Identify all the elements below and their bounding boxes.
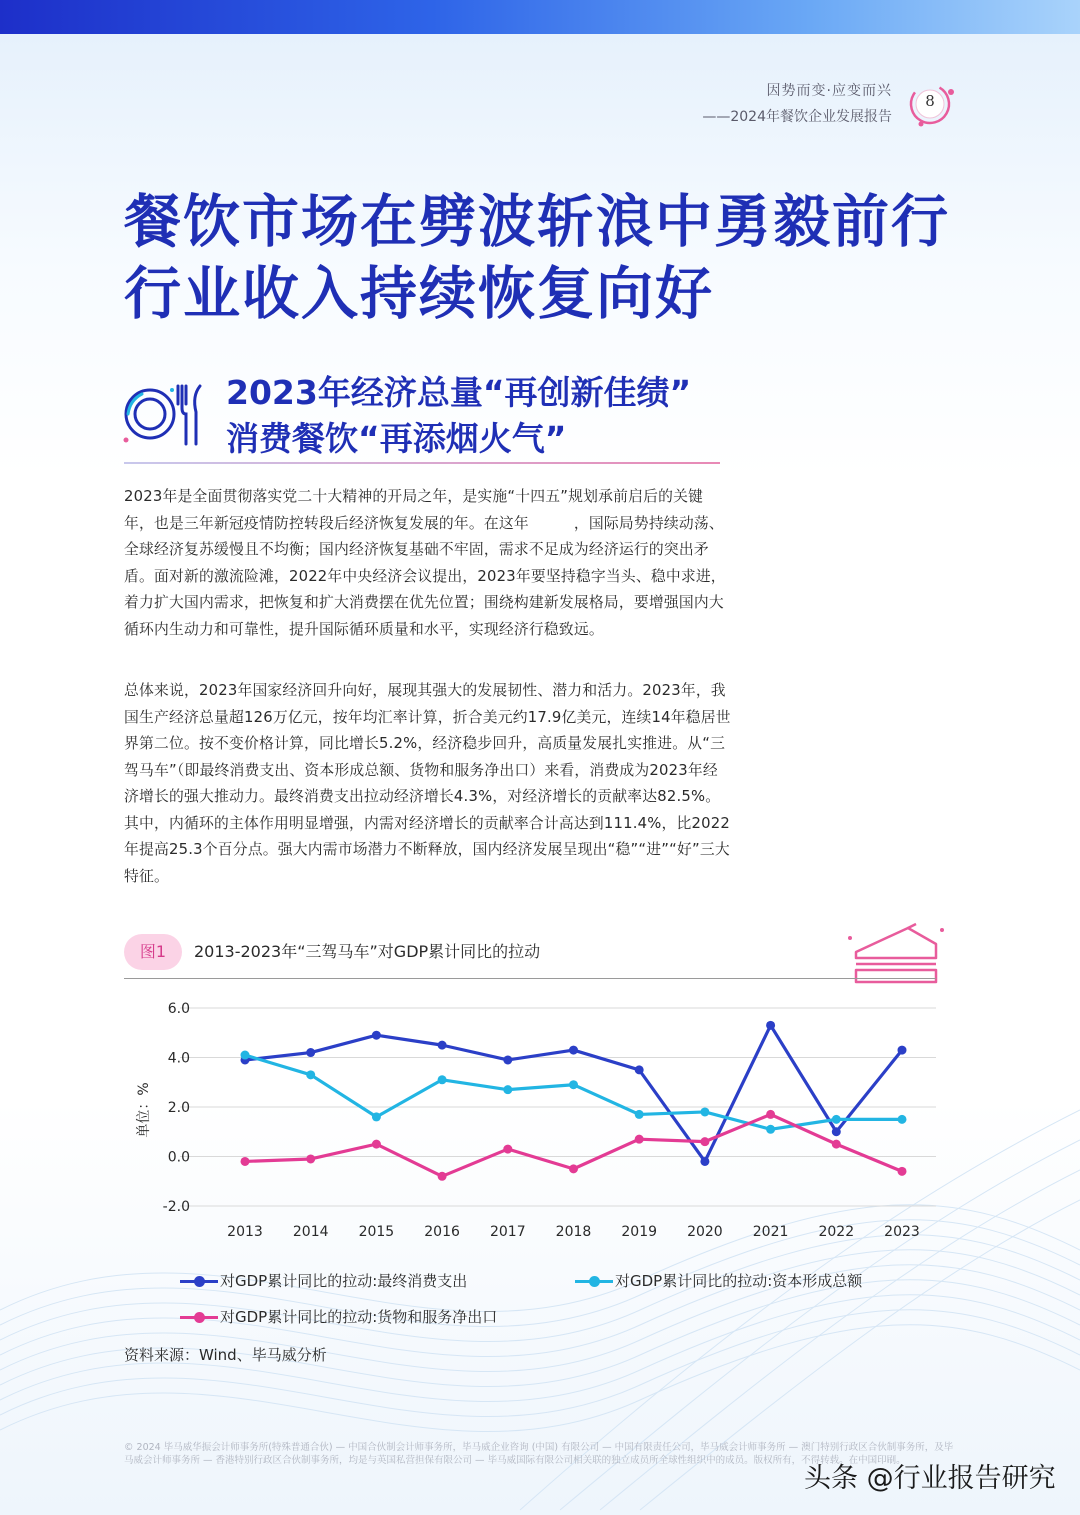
data-point	[635, 1110, 644, 1119]
x-tick-label: 2020	[687, 1224, 723, 1240]
legend-swatch-dot	[194, 1276, 205, 1287]
data-point	[306, 1070, 315, 1079]
figure-source: 资料来源：Wind、毕马威分析	[124, 1346, 327, 1364]
x-tick-label: 2014	[292, 1224, 329, 1240]
series-line	[245, 1055, 902, 1129]
x-tick-label: 2016	[424, 1224, 460, 1240]
data-point	[766, 1110, 775, 1119]
section-heading-line2: 消费餐饮“再添烟火气”	[226, 419, 567, 458]
legend-label: 对GDP累计同比的拉动:资本形成总额	[615, 1272, 863, 1290]
data-point	[306, 1048, 315, 1057]
section-heading-line1: 2023年经济总量“再创新佳绩”	[226, 373, 692, 412]
watermark-text: 头条 @行业报告研究	[804, 1463, 1056, 1494]
data-point	[241, 1157, 250, 1166]
legend-label: 对GDP累计同比的拉动:最终消费支出	[220, 1272, 468, 1290]
section-heading	[226, 370, 691, 462]
x-tick-label: 2022	[818, 1224, 855, 1240]
x-tick-label: 2015	[358, 1224, 395, 1240]
y-tick-label: 0.0	[167, 1149, 190, 1166]
legend-swatch-dot	[589, 1276, 600, 1287]
y-tick-label: 6.0	[167, 1001, 190, 1017]
body-paragraph-2: 总体来说，2023年国家经济回升向好，展现其强大的发展韧性、潜力和活力。2023年，我国生产经济总量超126万亿元，按年均汇率计算，折合美元约17.9亿美元，连续14年稳居世界第二位。按不变价格计算，同比增长5.2%，经济稳步回升，高质量发展扎实推进。从“三驾马车”（即最终消费支出、资本形成总额、货物和服务净出口）来看，消费成为2023年经济增长的强大推动力。最终消费支出拉动经济增长4.3%，对经济增长的贡献率达82.5%。其中，内循环的主体作用明显增强，内需对经济增长的贡献率合计高达到111.4%，比2022年提高25.3个百分点。强大内需市场潜力不断释放，国内经济发展呈现出“稳”“进”“好”三大特征。	[124, 682, 731, 885]
data-point	[306, 1154, 315, 1163]
report-header	[702, 80, 892, 126]
section-divider	[124, 462, 720, 464]
x-tick-label: 2018	[555, 1224, 592, 1240]
cake-slice-icon	[846, 918, 946, 994]
page-title-line1: 餐饮市场在劈波斩浪中勇毅前行	[124, 189, 950, 255]
data-point	[700, 1107, 709, 1116]
y-axis-label: 单位：%	[136, 1082, 152, 1138]
header-report-title: ——2024年餐饮企业发展报告	[702, 109, 892, 125]
data-point	[635, 1065, 644, 1074]
data-point	[503, 1085, 512, 1094]
y-tick-label: 4.0	[167, 1050, 190, 1067]
data-point	[832, 1115, 841, 1124]
series-1	[241, 1051, 907, 1134]
y-tick-label: -2.0	[162, 1199, 190, 1215]
data-point	[766, 1021, 775, 1030]
x-tick-label: 2023	[884, 1224, 920, 1240]
data-point	[569, 1164, 578, 1173]
data-point	[372, 1031, 381, 1040]
series-2	[241, 1110, 907, 1181]
data-point	[898, 1167, 907, 1176]
data-point	[503, 1145, 512, 1154]
data-point	[898, 1115, 907, 1124]
figure-title: 2013-2023年“三驾马车”对GDP累计同比的拉动	[194, 942, 541, 961]
page-number: 8	[925, 92, 935, 110]
data-point	[832, 1127, 841, 1136]
figure-divider	[124, 978, 936, 979]
data-point	[569, 1080, 578, 1089]
data-point	[241, 1051, 250, 1060]
top-banner	[0, 0, 1080, 34]
body-paragraph-1: 2023年是全面贯彻落实党二十大精神的开局之年，是实施“十四五”规划承前启后的关键年，也是三年新冠疫情防控转段后经济恢复发展的年。在这年 ，国际局势持续动荡、全球经济复苏缓慢且不均衡；国内经济恢复基础不牢固，需求不足成为经济运行的突出矛盾。面对新的激流险滩，2022年中央经济会议提出，2023年要坚持稳字当头、稳中求进，着力扩大国内需求，把恢复和扩大消费摆在优先位置；围绕构建新发展格局，要增强国内大循环内生动力和可靠性，提升国际循环质量和水平，实现经济行稳致远。	[124, 488, 726, 638]
data-point	[438, 1075, 447, 1084]
data-point	[569, 1046, 578, 1055]
page-title-line2: 行业收入持续恢复向好	[124, 261, 714, 327]
x-tick-label: 2013	[227, 1224, 263, 1240]
data-point	[700, 1157, 709, 1166]
data-point	[503, 1055, 512, 1064]
data-point	[766, 1125, 775, 1134]
legend-swatch-dot	[194, 1312, 205, 1323]
data-point	[898, 1046, 907, 1055]
line-chart	[124, 988, 944, 1250]
data-point	[832, 1140, 841, 1149]
header-slogan: 因势而变·应变而兴	[766, 83, 892, 99]
figure-tag: 图1	[124, 934, 182, 970]
data-point	[700, 1137, 709, 1146]
x-tick-label: 2017	[489, 1224, 526, 1240]
data-point	[438, 1172, 447, 1181]
legend-label: 对GDP累计同比的拉动:货物和服务净出口	[220, 1308, 498, 1326]
data-point	[372, 1112, 381, 1121]
x-tick-label: 2021	[752, 1224, 789, 1240]
data-point	[438, 1041, 447, 1050]
plate-cutlery-icon	[120, 378, 210, 448]
data-point	[635, 1135, 644, 1144]
y-tick-label: 2.0	[167, 1100, 190, 1116]
page-title	[124, 186, 950, 330]
x-tick-label: 2019	[621, 1224, 658, 1240]
footer-legal-text: © 2024 毕马威华振会计师事务所(特殊普通合伙) — 中国合伙制会计师事务所，毕马威企业咨询 (中国) 有限公司 — 中国有限责任公司，毕马威会计师事务所 — 澳门特别行政区合伙制事务所，及毕马威会计师事务所 — 香港特别行政区合伙制事务所，均是与英国私营担保有限公司 — 毕马威国际有限公司相关联的独立成员所全球性组织中的成员。版权所有，不得转载。在中国印刷。	[124, 1442, 954, 1466]
data-point	[372, 1140, 381, 1149]
